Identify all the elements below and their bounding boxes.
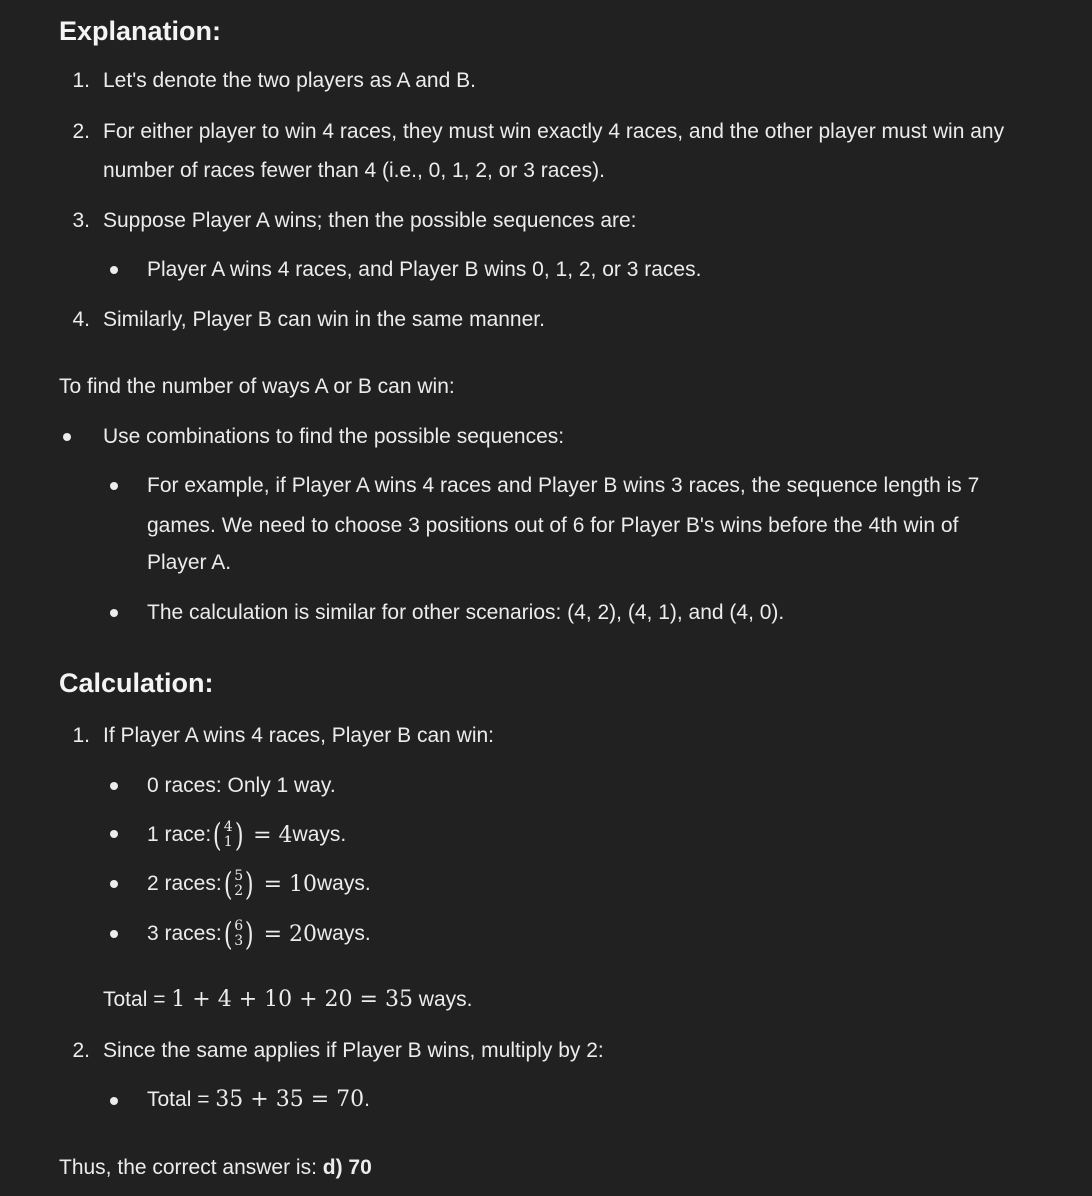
explanation-heading: Explanation:: [59, 16, 222, 46]
list-number: 1.: [72, 69, 90, 92]
total-label: Total =: [103, 988, 172, 1011]
list-number: 4.: [72, 308, 90, 331]
math-result: = 4: [253, 822, 293, 848]
total-unit: ways.: [412, 988, 473, 1011]
list-number: 1.: [72, 724, 90, 747]
combination-row: [147, 864, 371, 904]
combination-row: [147, 914, 371, 954]
list-number: 2.: [72, 120, 90, 143]
sub-item-text: games. We need to choose 3 positions out of 6 for Player B's wins before the 4th win of: [147, 514, 959, 537]
binom-top: 4: [223, 819, 233, 835]
list-item-text: number of races fewer than 4 (i.e., 0, 1, 2, or 3 races).: [103, 159, 605, 182]
bullet-icon: [63, 433, 71, 441]
list-number: 2.: [72, 1039, 90, 1062]
bullet-icon: [110, 880, 118, 888]
bullet-icon: [110, 482, 118, 490]
total-expression: 35 + 35 = 70: [215, 1087, 365, 1112]
row-label: 1 race:: [147, 823, 212, 846]
binomial: ( 4 1 ): [213, 816, 244, 854]
sub-item-text: Player A.: [147, 551, 232, 574]
paragraph: To find the number of ways A or B can win:: [59, 375, 455, 398]
bullet-text: Use combinations to find the possible sequences:: [103, 425, 565, 448]
list-item-text: Since the same applies if Player B wins, multiply by 2:: [103, 1039, 604, 1062]
math-result: = 10: [263, 871, 318, 897]
binom-bottom: 2: [234, 883, 244, 899]
sub-item-text: 0 races: Only 1 way.: [147, 774, 336, 797]
total-expression: 1 + 4 + 10 + 20 = 35: [171, 987, 413, 1012]
row-unit: ways.: [292, 823, 347, 846]
list-item-text: If Player A wins 4 races, Player B can win:: [103, 724, 495, 747]
bullet-icon: [110, 266, 118, 274]
binomial: ( 5 2 ): [223, 865, 254, 903]
bullet-icon: [110, 609, 118, 617]
binomial: ( 6 3 ): [223, 915, 254, 953]
list-item-text: Suppose Player A wins; then the possible sequences are:: [103, 209, 637, 232]
conclusion: [59, 1156, 372, 1180]
total-unit: .: [364, 1088, 370, 1111]
sub-item-text: Player A wins 4 races, and Player B wins 0, 1, 2, or 3 races.: [147, 258, 702, 281]
sub-total-line: [147, 1087, 370, 1112]
bullet-icon: [110, 830, 118, 838]
total-line: [103, 987, 472, 1012]
list-item-text: Similarly, Player B can win in the same manner.: [103, 308, 545, 331]
list-item-text: For either player to win 4 races, they must win exactly 4 races, and the other player must win any: [103, 120, 1005, 143]
row-label: 2 races:: [147, 872, 222, 895]
bullet-icon: [110, 782, 118, 790]
binom-bottom: 1: [223, 834, 233, 850]
row-label: 3 races:: [147, 922, 222, 945]
total-label: Total =: [147, 1088, 216, 1111]
sub-item-text: For example, if Player A wins 4 races and Player B wins 3 races, the sequence length is 7: [147, 474, 980, 497]
sub-item-text: The calculation is similar for other scenarios: (4, 2), (4, 1), and (4, 0).: [147, 601, 785, 624]
list-item-text: Let's denote the two players as A and B.: [103, 69, 476, 92]
bullet-icon: [110, 1097, 118, 1105]
answer: d) 70: [322, 1156, 372, 1179]
binom-top: 6: [234, 918, 244, 934]
conclusion-text: Thus, the correct answer is:: [59, 1156, 323, 1179]
bullet-icon: [110, 930, 118, 938]
binom-bottom: 3: [234, 933, 244, 949]
row-unit: ways.: [317, 922, 371, 945]
math-result: = 20: [263, 921, 318, 947]
row-unit: ways.: [317, 872, 371, 895]
calculation-heading: Calculation:: [59, 668, 214, 698]
binom-top: 5: [234, 868, 244, 884]
combination-row: [147, 815, 346, 855]
list-number: 3.: [72, 209, 90, 232]
